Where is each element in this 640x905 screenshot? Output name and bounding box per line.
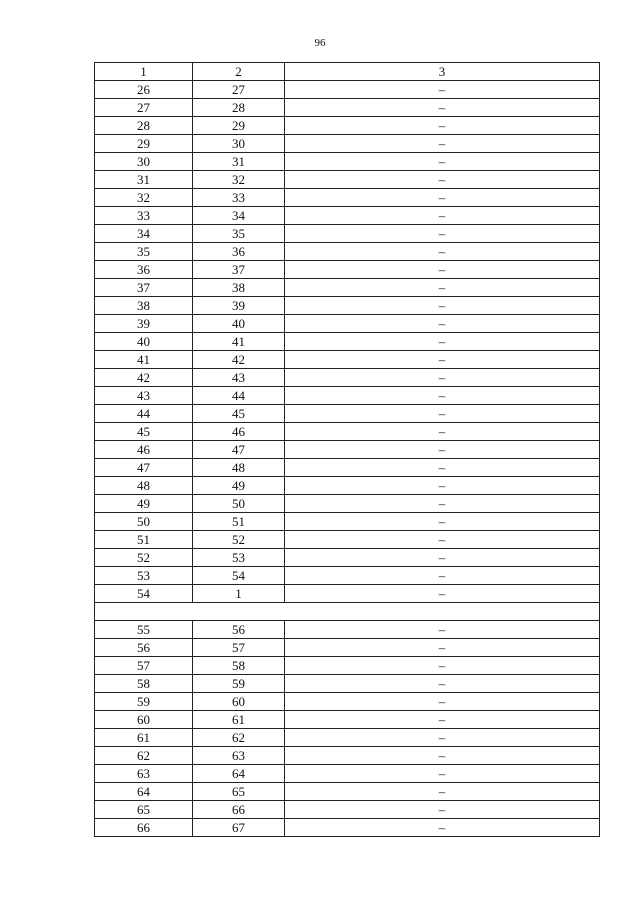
table-row [95, 621, 600, 639]
table-cell-col-1: 32 [95, 189, 193, 207]
table-cell-col-2: 46 [193, 423, 285, 441]
table-row [95, 369, 600, 387]
table-cell-col-1: 38 [95, 297, 193, 315]
table-cell-col-1: 31 [95, 171, 193, 189]
column-header-3: 3 [285, 63, 600, 81]
column-header-2: 2 [193, 63, 285, 81]
table-cell-col-2: 36 [193, 243, 285, 261]
table-row [95, 459, 600, 477]
table-row [95, 81, 600, 99]
separator-cell [95, 603, 600, 621]
table-cell-col-2: 1 [193, 585, 285, 603]
table-row [95, 333, 600, 351]
table-cell-col-2: 66 [193, 801, 285, 819]
table-row [95, 315, 600, 333]
table-cell-col-1: 29 [95, 135, 193, 153]
table-row [95, 675, 600, 693]
table-cell-col-2: 41 [193, 333, 285, 351]
table-row [95, 99, 600, 117]
table-cell-col-1: 66 [95, 819, 193, 837]
table-cell-col-1: 35 [95, 243, 193, 261]
table-body-second-block [95, 621, 600, 837]
table-cell-col-1: 34 [95, 225, 193, 243]
table-cell-col-1: 42 [95, 369, 193, 387]
table-cell-col-3: – [285, 747, 600, 765]
table-header-row [95, 63, 600, 81]
table-row [95, 693, 600, 711]
table-cell-col-3: – [285, 171, 600, 189]
table-cell-col-1: 48 [95, 477, 193, 495]
table-cell-col-3: – [285, 297, 600, 315]
table-row [95, 711, 600, 729]
table-cell-col-1: 26 [95, 81, 193, 99]
table-cell-col-1: 56 [95, 639, 193, 657]
table-cell-col-2: 31 [193, 153, 285, 171]
table-cell-col-2: 35 [193, 225, 285, 243]
table-cell-col-2: 40 [193, 315, 285, 333]
table-cell-col-2: 38 [193, 279, 285, 297]
table-row [95, 243, 600, 261]
table-cell-col-3: – [285, 639, 600, 657]
table-row [95, 639, 600, 657]
data-table [94, 62, 600, 837]
table-cell-col-3: – [285, 729, 600, 747]
table-cell-col-2: 29 [193, 117, 285, 135]
table-cell-col-3: – [285, 711, 600, 729]
table-body-first-block [95, 81, 600, 603]
table-row [95, 495, 600, 513]
page-number: 96 [314, 37, 326, 49]
table-cell-col-3: – [285, 657, 600, 675]
table-cell-col-1: 40 [95, 333, 193, 351]
table-cell-col-3: – [285, 387, 600, 405]
table-cell-col-1: 53 [95, 567, 193, 585]
table-cell-col-2: 65 [193, 783, 285, 801]
table-cell-col-3: – [285, 567, 600, 585]
table-cell-col-2: 44 [193, 387, 285, 405]
table-cell-col-1: 52 [95, 549, 193, 567]
table-cell-col-3: – [285, 135, 600, 153]
table-cell-col-2: 50 [193, 495, 285, 513]
table-cell-col-3: – [285, 261, 600, 279]
table-cell-col-2: 30 [193, 135, 285, 153]
table-cell-col-1: 33 [95, 207, 193, 225]
table-cell-col-1: 58 [95, 675, 193, 693]
table-cell-col-1: 57 [95, 657, 193, 675]
table-cell-col-2: 43 [193, 369, 285, 387]
table-cell-col-3: – [285, 693, 600, 711]
table-cell-col-3: – [285, 621, 600, 639]
table-row [95, 765, 600, 783]
table-cell-col-3: – [285, 441, 600, 459]
table-cell-col-3: – [285, 675, 600, 693]
table-cell-col-1: 63 [95, 765, 193, 783]
table-cell-col-3: – [285, 207, 600, 225]
table-cell-col-3: – [285, 585, 600, 603]
table-cell-col-3: – [285, 819, 600, 837]
table-row [95, 513, 600, 531]
table-cell-col-1: 37 [95, 279, 193, 297]
table-cell-col-2: 54 [193, 567, 285, 585]
table-row [95, 531, 600, 549]
table-cell-col-1: 43 [95, 387, 193, 405]
table-row [95, 207, 600, 225]
table-cell-col-2: 42 [193, 351, 285, 369]
table-cell-col-2: 48 [193, 459, 285, 477]
table-cell-col-3: – [285, 333, 600, 351]
table-cell-col-1: 30 [95, 153, 193, 171]
table-cell-col-2: 64 [193, 765, 285, 783]
table-cell-col-1: 49 [95, 495, 193, 513]
table-cell-col-1: 39 [95, 315, 193, 333]
column-header-1: 1 [95, 63, 193, 81]
table-cell-col-1: 51 [95, 531, 193, 549]
table-row [95, 171, 600, 189]
table-cell-col-3: – [285, 405, 600, 423]
table-cell-col-3: – [285, 783, 600, 801]
table-cell-col-2: 61 [193, 711, 285, 729]
table-cell-col-1: 41 [95, 351, 193, 369]
table-row [95, 423, 600, 441]
table-cell-col-2: 32 [193, 171, 285, 189]
table-row [95, 135, 600, 153]
table-cell-col-3: – [285, 81, 600, 99]
table-cell-col-1: 45 [95, 423, 193, 441]
table-row [95, 261, 600, 279]
table-cell-col-3: – [285, 153, 600, 171]
table-cell-col-2: 37 [193, 261, 285, 279]
table-row [95, 387, 600, 405]
table-row [95, 297, 600, 315]
table-cell-col-3: – [285, 531, 600, 549]
table-cell-col-2: 33 [193, 189, 285, 207]
table-row [95, 153, 600, 171]
table-cell-col-1: 65 [95, 801, 193, 819]
table-cell-col-1: 28 [95, 117, 193, 135]
table-cell-col-2: 63 [193, 747, 285, 765]
table-cell-col-2: 52 [193, 531, 285, 549]
table-cell-col-2: 47 [193, 441, 285, 459]
table-row [95, 189, 600, 207]
table-cell-col-3: – [285, 243, 600, 261]
table-cell-col-2: 57 [193, 639, 285, 657]
table-row [95, 801, 600, 819]
table-cell-col-1: 60 [95, 711, 193, 729]
table-cell-col-1: 54 [95, 585, 193, 603]
table-cell-col-3: – [285, 351, 600, 369]
table-row [95, 783, 600, 801]
table-row [95, 567, 600, 585]
table-cell-col-3: – [285, 513, 600, 531]
table-cell-col-3: – [285, 549, 600, 567]
table-cell-col-3: – [285, 279, 600, 297]
table-cell-col-2: 62 [193, 729, 285, 747]
table-row [95, 477, 600, 495]
table-row [95, 117, 600, 135]
table-cell-col-3: – [285, 189, 600, 207]
table-cell-col-3: – [285, 495, 600, 513]
table-cell-col-2: 49 [193, 477, 285, 495]
table-cell-col-3: – [285, 765, 600, 783]
table-row [95, 729, 600, 747]
table-cell-col-2: 67 [193, 819, 285, 837]
separator-row [95, 603, 600, 621]
table-cell-col-1: 55 [95, 621, 193, 639]
table-row [95, 225, 600, 243]
table-cell-col-2: 28 [193, 99, 285, 117]
table-row [95, 351, 600, 369]
table-cell-col-1: 27 [95, 99, 193, 117]
table-row [95, 747, 600, 765]
table-cell-col-1: 61 [95, 729, 193, 747]
table-row [95, 549, 600, 567]
table-row [95, 657, 600, 675]
table-cell-col-2: 27 [193, 81, 285, 99]
table-cell-col-3: – [285, 315, 600, 333]
table-cell-col-2: 51 [193, 513, 285, 531]
table-cell-col-3: – [285, 801, 600, 819]
table-cell-col-2: 53 [193, 549, 285, 567]
table-cell-col-3: – [285, 225, 600, 243]
table-row [95, 405, 600, 423]
table-cell-col-1: 36 [95, 261, 193, 279]
table-cell-col-1: 44 [95, 405, 193, 423]
table-row [95, 441, 600, 459]
table-cell-col-1: 46 [95, 441, 193, 459]
table-cell-col-3: – [285, 99, 600, 117]
table-cell-col-3: – [285, 477, 600, 495]
table-cell-col-2: 56 [193, 621, 285, 639]
table-cell-col-2: 34 [193, 207, 285, 225]
table-row [95, 279, 600, 297]
table-cell-col-2: 58 [193, 657, 285, 675]
table-cell-col-1: 64 [95, 783, 193, 801]
table-body-separator [95, 603, 600, 621]
table-cell-col-1: 47 [95, 459, 193, 477]
table-cell-col-3: – [285, 117, 600, 135]
table-cell-col-3: – [285, 459, 600, 477]
table-row [95, 585, 600, 603]
table-cell-col-3: – [285, 369, 600, 387]
table-cell-col-1: 50 [95, 513, 193, 531]
table-cell-col-3: – [285, 423, 600, 441]
table-cell-col-2: 59 [193, 675, 285, 693]
table-cell-col-2: 45 [193, 405, 285, 423]
table-cell-col-2: 39 [193, 297, 285, 315]
table-cell-col-2: 60 [193, 693, 285, 711]
table-cell-col-1: 59 [95, 693, 193, 711]
table-row [95, 819, 600, 837]
table-cell-col-1: 62 [95, 747, 193, 765]
